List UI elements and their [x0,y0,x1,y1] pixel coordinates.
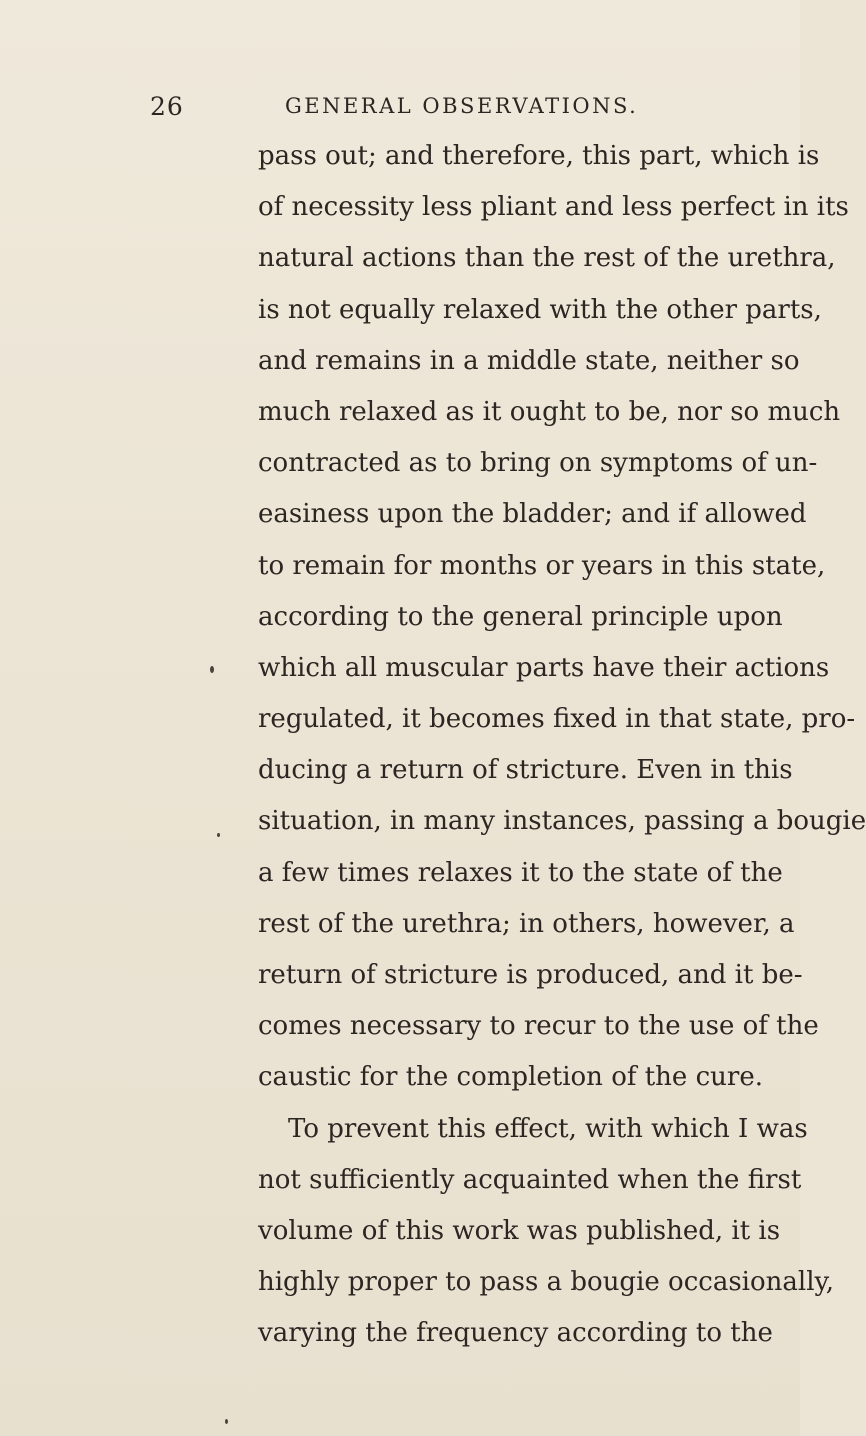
paragraph-first-line: To prevent this effect, with which I was [288,1113,808,1144]
text-line: regulated, it becomes fixed in that state, pro- [258,704,856,735]
text-line: return of stricture is produced, and it be- [258,960,803,990]
text-line: to remain for months or years in this state, [258,550,826,581]
text-line: a few times relaxes it to the state of the [258,857,783,888]
text-line: varying the frequency according to the [258,1318,773,1349]
text-body [258,131,866,1360]
paper-speck [217,833,220,837]
text-line: situation, in many instances, passing a bougie [258,806,866,837]
paper-speck [210,666,214,673]
text-line: which all muscular parts have their actions [258,652,830,683]
paragraph-last-line: caustic for the completion of the cure. [258,1062,763,1093]
text-line: not sufficiently acquainted when the first [258,1164,802,1195]
text-line: according to the general principle upon [258,601,783,632]
text-line: natural actions than the rest of the urethra, [258,243,836,274]
text-line: is not equally relaxed with the other parts, [258,294,822,325]
text-line: ducing a return of stricture. Even in this [258,755,793,786]
text-line: comes necessary to recur to the use of the [258,1011,819,1042]
text-line: and remains in a middle state, neither so [258,345,800,376]
page-header [0,66,800,121]
text-line: pass out; and therefore, this part, which is [258,141,820,171]
text-line: contracted as to bring on symptoms of un- [258,448,818,479]
text-line: highly proper to pass a bougie occasionally, [258,1267,835,1298]
running-head: GENERAL OBSERVATIONS. [285,94,639,118]
text-line: rest of the urethra; in others, however, a [258,908,795,939]
page-number: 26 [150,92,184,121]
text-line: much relaxed as it ought to be, nor so much [258,396,841,427]
paper-speck [225,1419,228,1424]
text-line: volume of this work was published, it is [258,1215,781,1246]
text-line: of necessity less pliant and less perfect in its [258,192,849,223]
text-line: easiness upon the bladder; and if allowed [258,499,807,530]
